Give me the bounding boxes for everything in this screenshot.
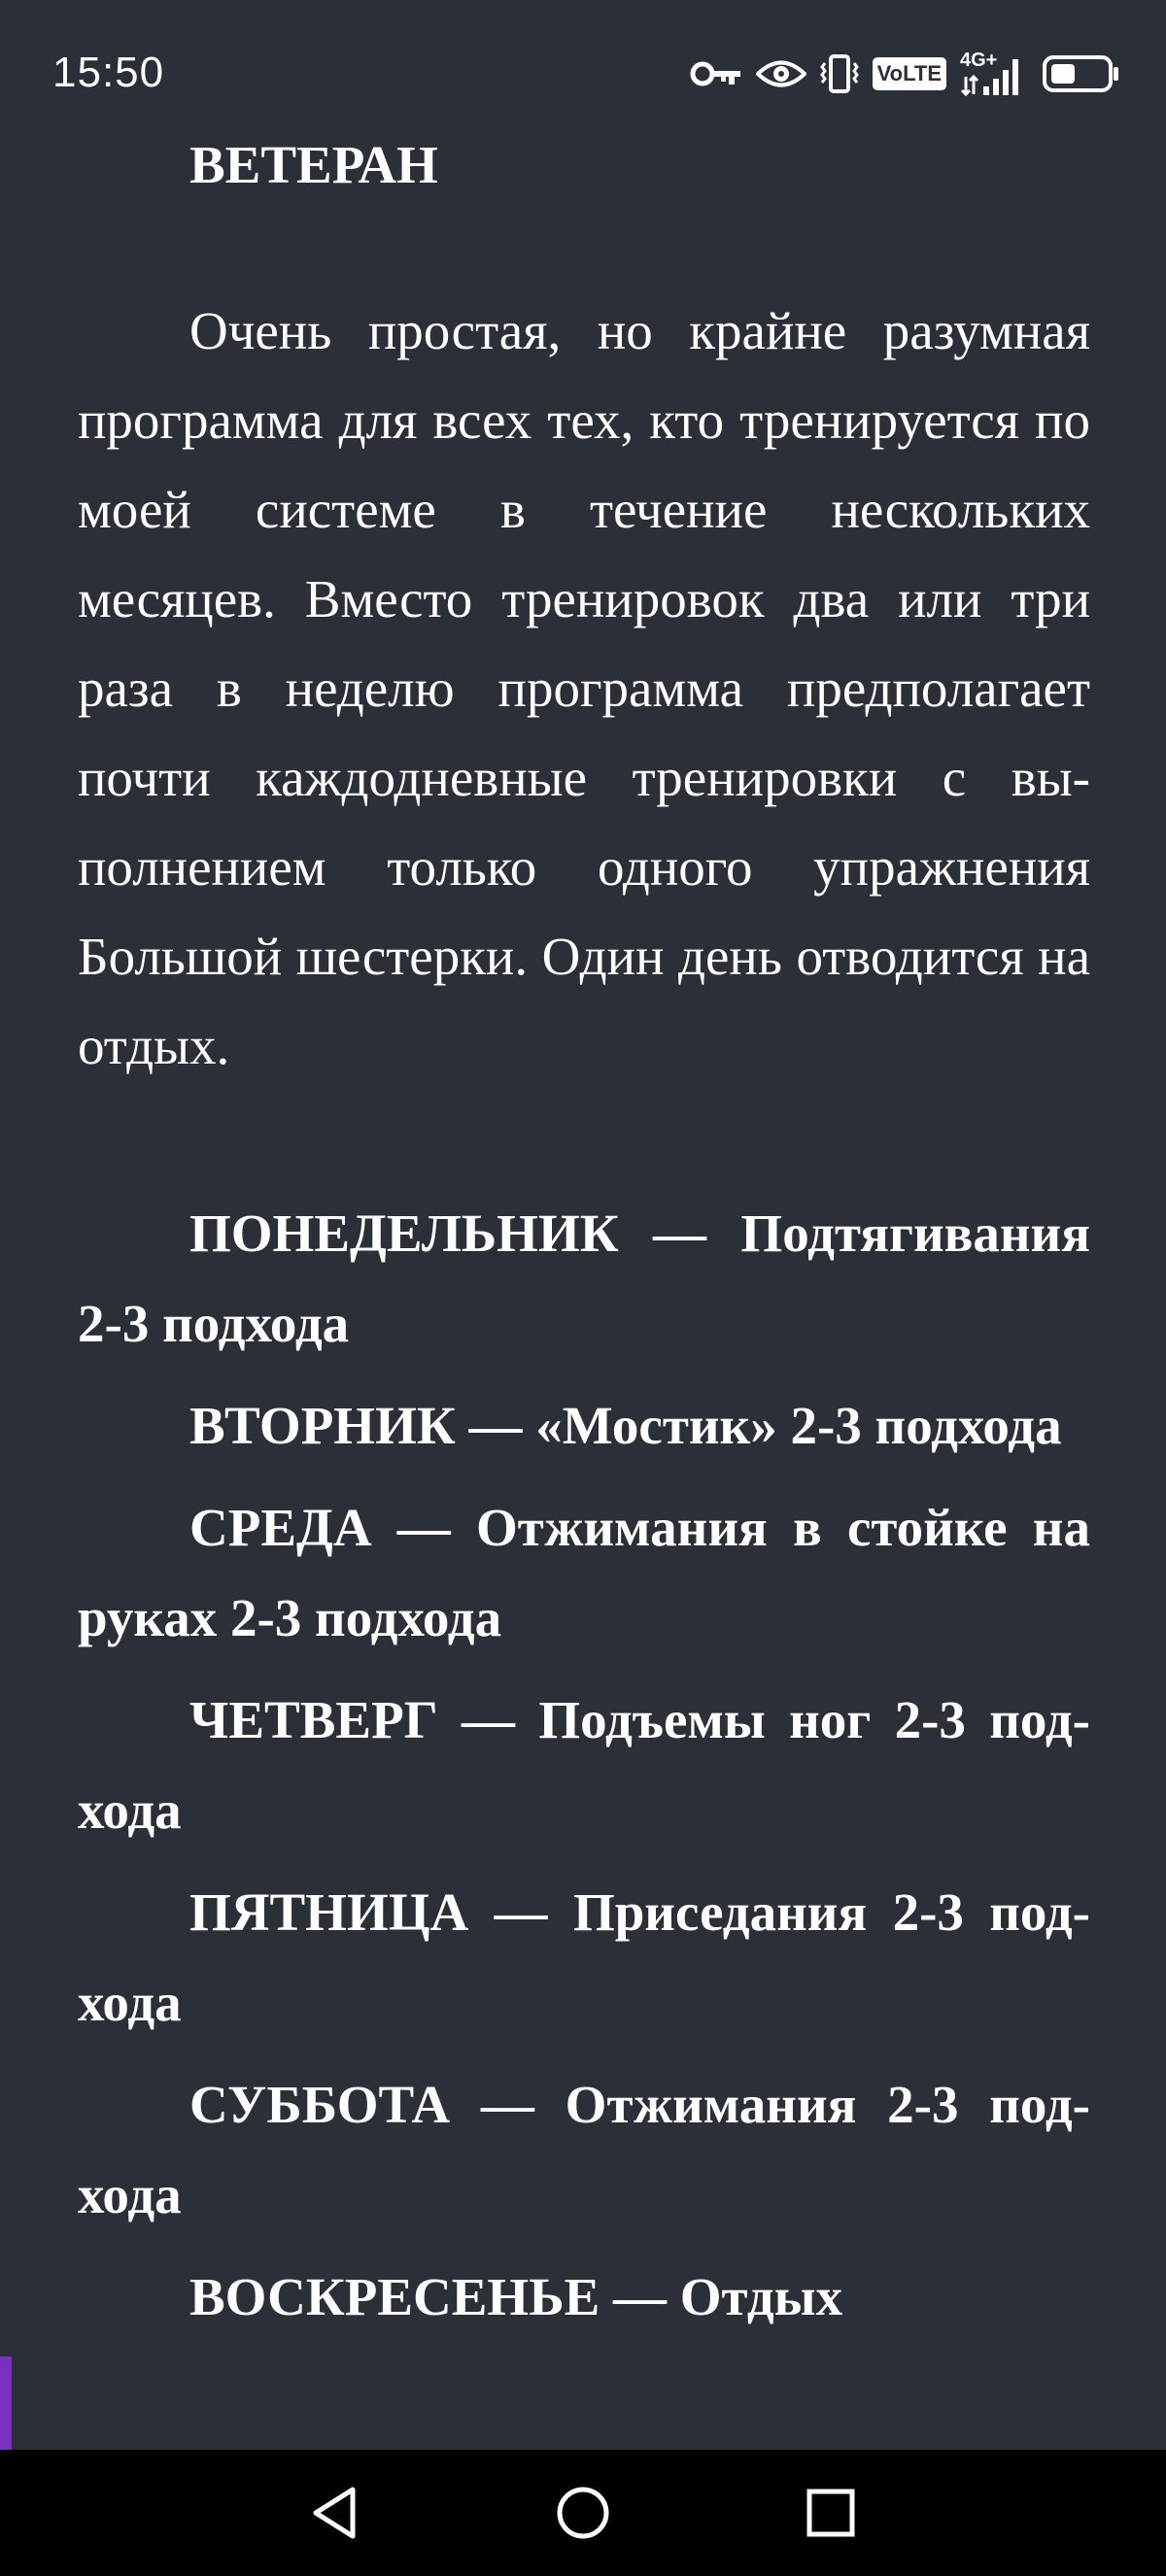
eye-icon — [756, 57, 806, 90]
vibrate-icon — [820, 53, 859, 94]
status-bar — [0, 0, 1166, 136]
volte-icon: VoLTE — [873, 57, 946, 90]
status-icons — [690, 51, 1121, 97]
network-type-label: 4G+ — [960, 50, 998, 71]
home-button[interactable] — [549, 2479, 617, 2547]
status-time: 15:50 — [52, 49, 165, 96]
book-content — [78, 126, 1090, 2354]
schedule-day: СУББОТА — Отжимания 2-3 подхода — [78, 2075, 1090, 2224]
key-icon — [690, 59, 742, 88]
reading-progress-marker — [0, 2356, 12, 2450]
back-icon — [308, 2484, 362, 2542]
schedule-day: ВОСКРЕСЕНЬЕ — Отдых — [189, 2267, 843, 2326]
home-icon — [554, 2484, 612, 2542]
weekly-schedule — [78, 1188, 1090, 2342]
intro-paragraph: Очень простая, но крайне разумная программа для всех тех, кто тренируется по моей системе в течение нескольких месяцев. Вместо тренировок два или три раза в неделю программа предполагает почти каждодневные тренировки с выполнением только одного упражнения Большой шестерки. Один день отводится на отдых. — [78, 301, 1090, 1075]
battery-icon — [1042, 54, 1121, 93]
back-button[interactable] — [301, 2479, 369, 2547]
schedule-day: ЧЕТВЕРГ — Подъемы ног 2-3 подхода — [78, 1690, 1090, 1840]
navigation-bar — [0, 2450, 1166, 2576]
signal-icon — [960, 51, 1028, 96]
schedule-day: СРЕДА — Отжимания в стойке на руках 2-3 подхода — [78, 1498, 1090, 1647]
schedule-day: ПОНЕДЕЛЬНИК — Подтягивания 2-3 подхода — [78, 1203, 1090, 1353]
recents-icon — [804, 2486, 858, 2540]
chapter-heading: ВЕТЕРАН — [189, 135, 438, 194]
schedule-day: ВТОРНИК — «Мостик» 2-3 подхода — [189, 1396, 1062, 1455]
recents-button[interactable] — [797, 2479, 865, 2547]
schedule-day: ПЯТНИЦА — Приседания 2-3 подхода — [78, 1882, 1090, 2032]
